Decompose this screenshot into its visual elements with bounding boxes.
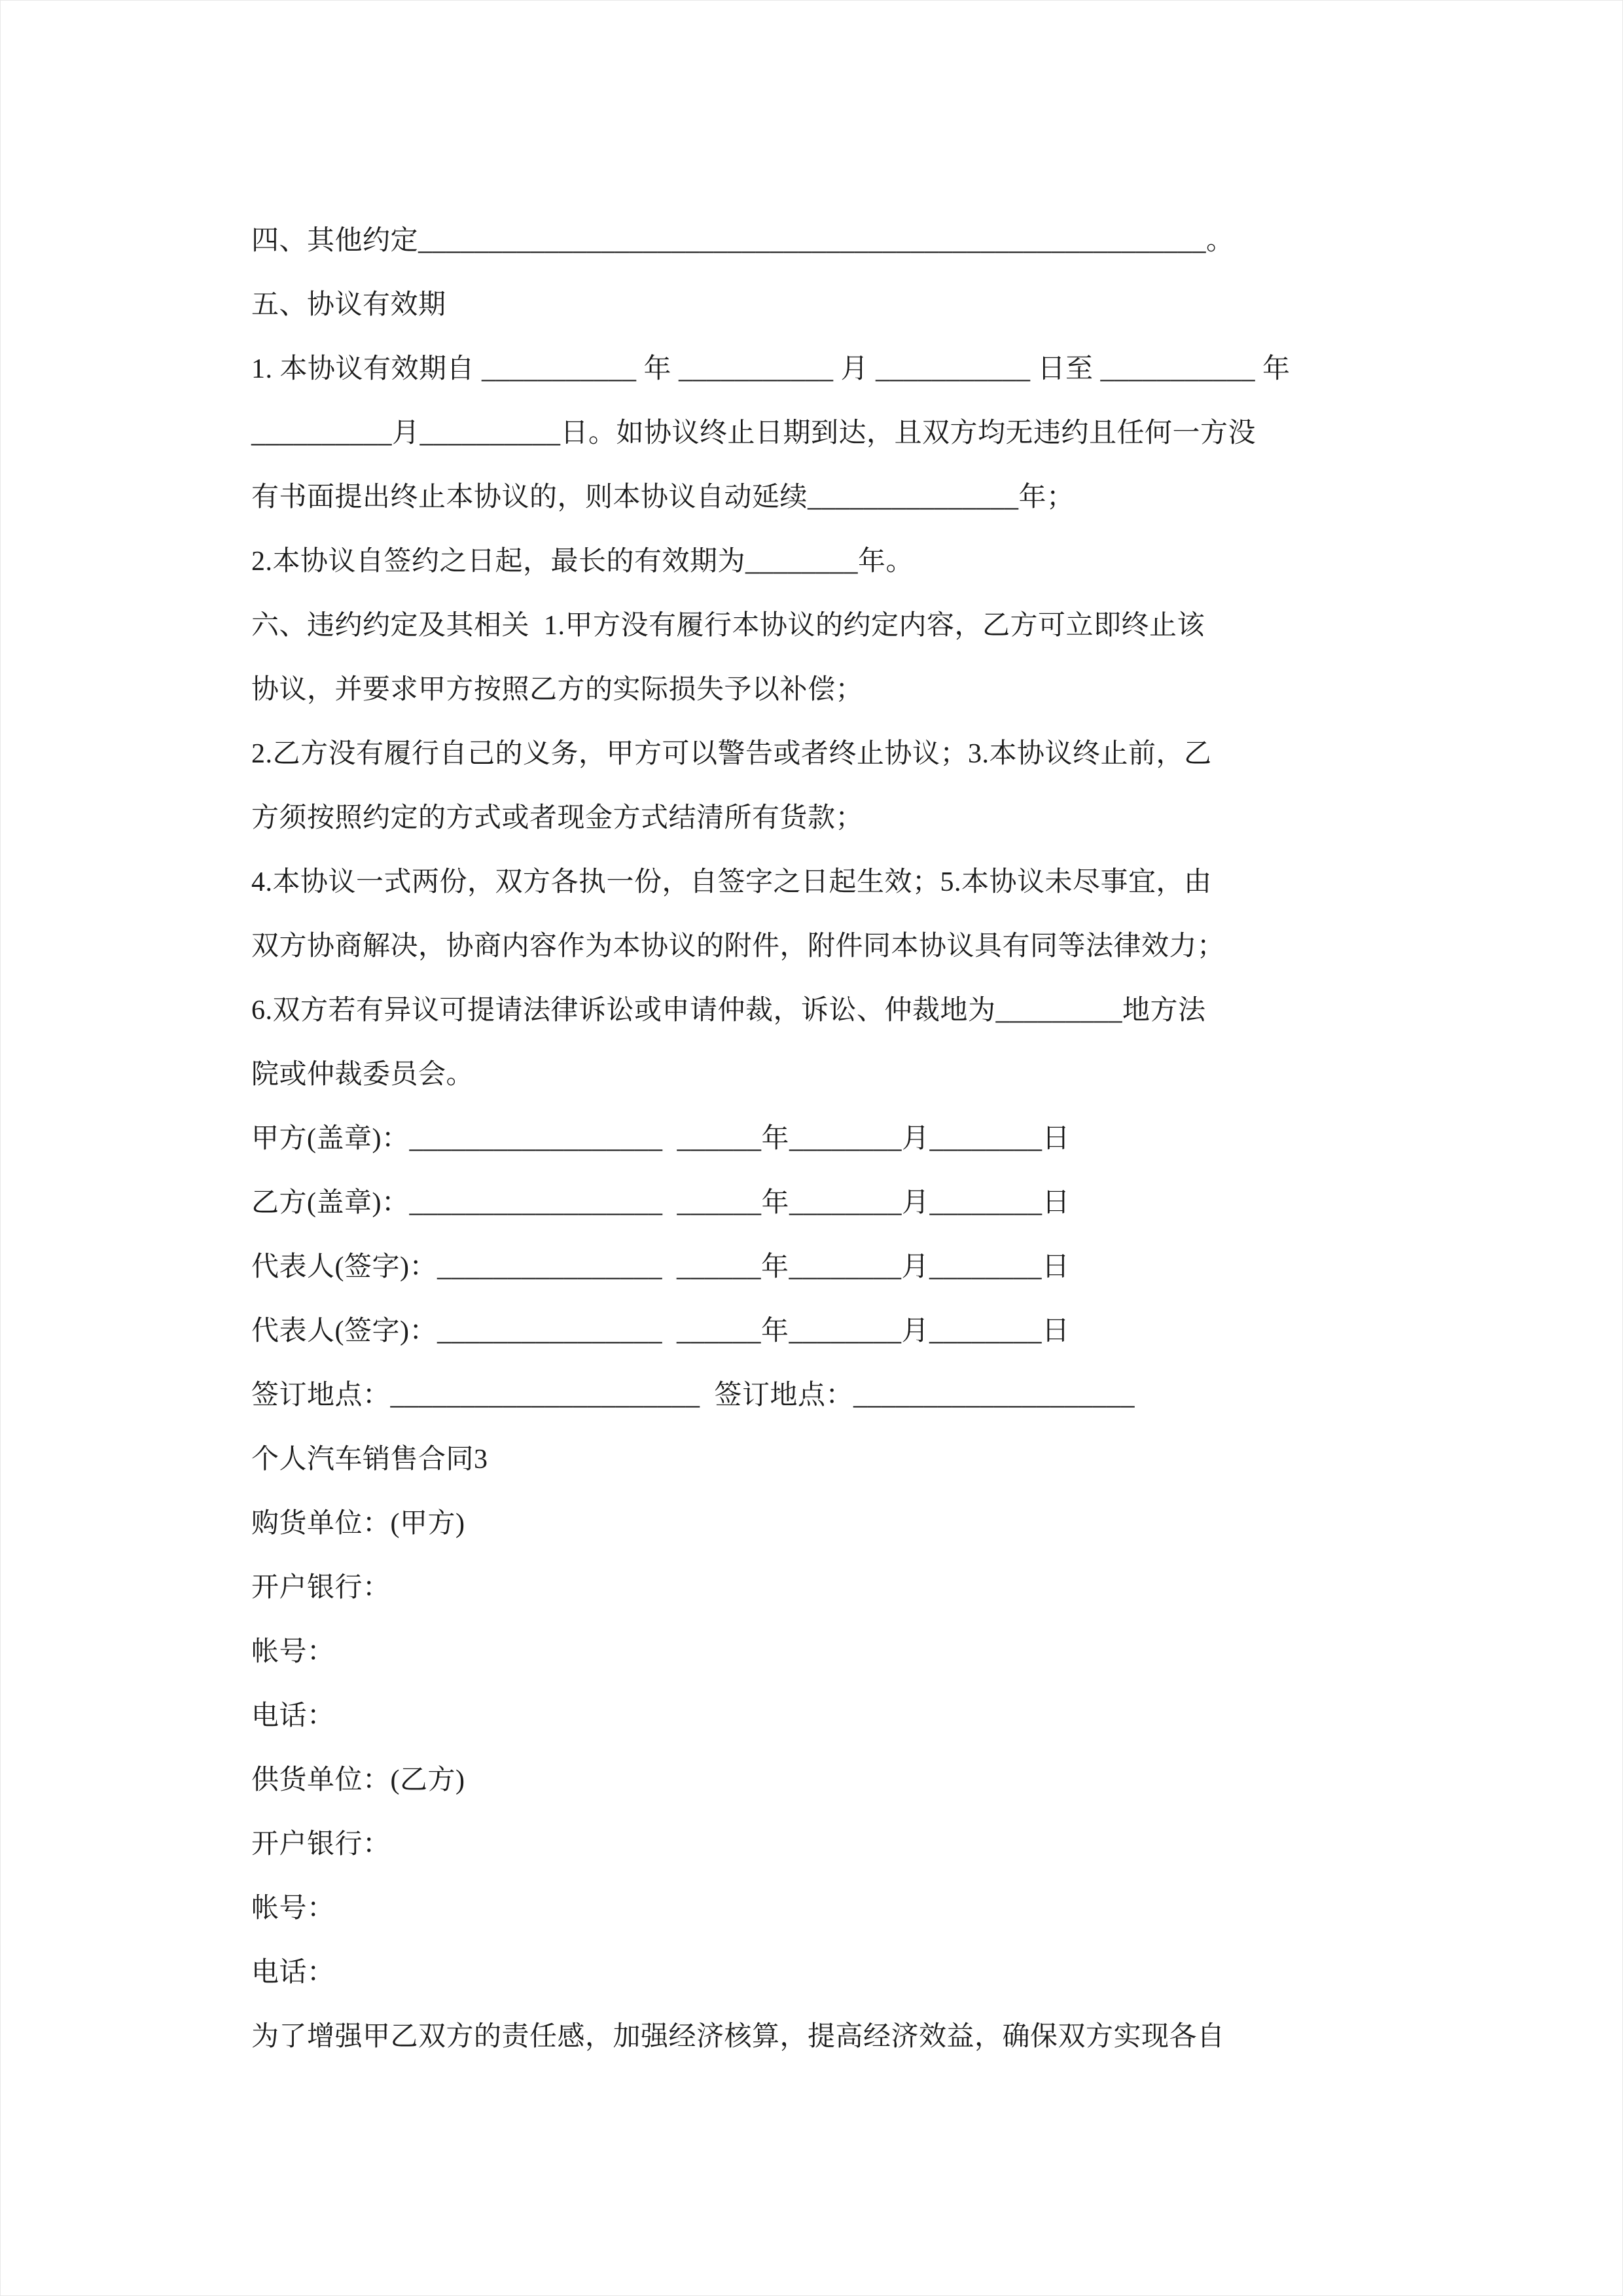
breach-clause-line: 方须按照约定的方式或者现金方式结清所有货款； [251,803,864,833]
seller-account-line: 帐号： [251,1893,335,1924]
signature-line-party-b: 乙方(盖章)：__________________ ______年________月________日 [251,1188,1070,1218]
arbitration-clause-line: 6.双方若有异议可提请法律诉讼或申请仲裁，诉讼、仲裁地为_________地方法 [251,996,1206,1026]
purpose-paragraph-line: 为了增强甲乙双方的责任感，加强经济核算，提高经济效益，确保双方实现各自 [251,2022,1225,2052]
validity-clause-line: 2.本协议自签约之日起，最长的有效期为________年。 [251,547,914,577]
signature-line-representative-1: 代表人(签字)：________________ ______年________月________日 [251,1252,1070,1282]
validity-clause-line: 有书面提出终止本协议的，则本协议自动延续_______________年； [251,482,1075,512]
signature-line-representative-2: 代表人(签字)：________________ ______年________月________日 [251,1316,1070,1346]
signing-location-line: 签订地点：______________________ 签订地点：____________________ [251,1380,1135,1410]
contract-subtitle: 个人汽车销售合同3 [251,1444,488,1475]
clause-other-agreements: 四、其他约定________________________________________________________。 [251,226,1234,256]
section-title-validity: 五、协议有效期 [251,290,446,320]
breach-clause-line: 4.本协议一式两份，双方各执一份，自签字之日起生效；5.本协议未尽事宜，由 [251,867,1212,897]
seller-bank-line: 开户银行： [251,1829,391,1859]
seller-phone-line: 电话： [251,1958,335,1988]
buyer-bank-line: 开户银行： [251,1573,391,1603]
seller-unit-line: 供货单位：(乙方) [251,1765,465,1795]
buyer-phone-line: 电话： [251,1701,335,1731]
breach-clause-line: 2.乙方没有履行自己的义务，甲方可以警告或者终止协议；3.本协议终止前，乙 [251,739,1212,769]
arbitration-clause-line: 院或仲裁委员会。 [251,1060,474,1090]
buyer-unit-line: 购货单位：(甲方) [251,1509,465,1539]
validity-clause-line: __________月__________日。如协议终止日期到达，且双方均无违约且任何一方没 [251,418,1257,448]
contract-body [251,209,1374,2069]
breach-clause-line: 双方协商解决，协商内容作为本协议的附件，附件同本协议具有同等法律效力； [251,931,1225,961]
validity-clause-line: 1. 本协议有效期自 ___________ 年 ___________ 月 ___________ 日至 ___________ 年 [251,354,1291,384]
breach-clause-line: 协议，并要求甲方按照乙方的实际损失予以补偿； [251,675,864,705]
buyer-account-line: 帐号： [251,1637,335,1667]
signature-line-party-a: 甲方(盖章)：__________________ ______年________月________日 [251,1124,1070,1154]
section-breach-clause-line: 六、违约约定及其相关 1.甲方没有履行本协议的约定内容，乙方可立即终止该 [251,611,1205,641]
